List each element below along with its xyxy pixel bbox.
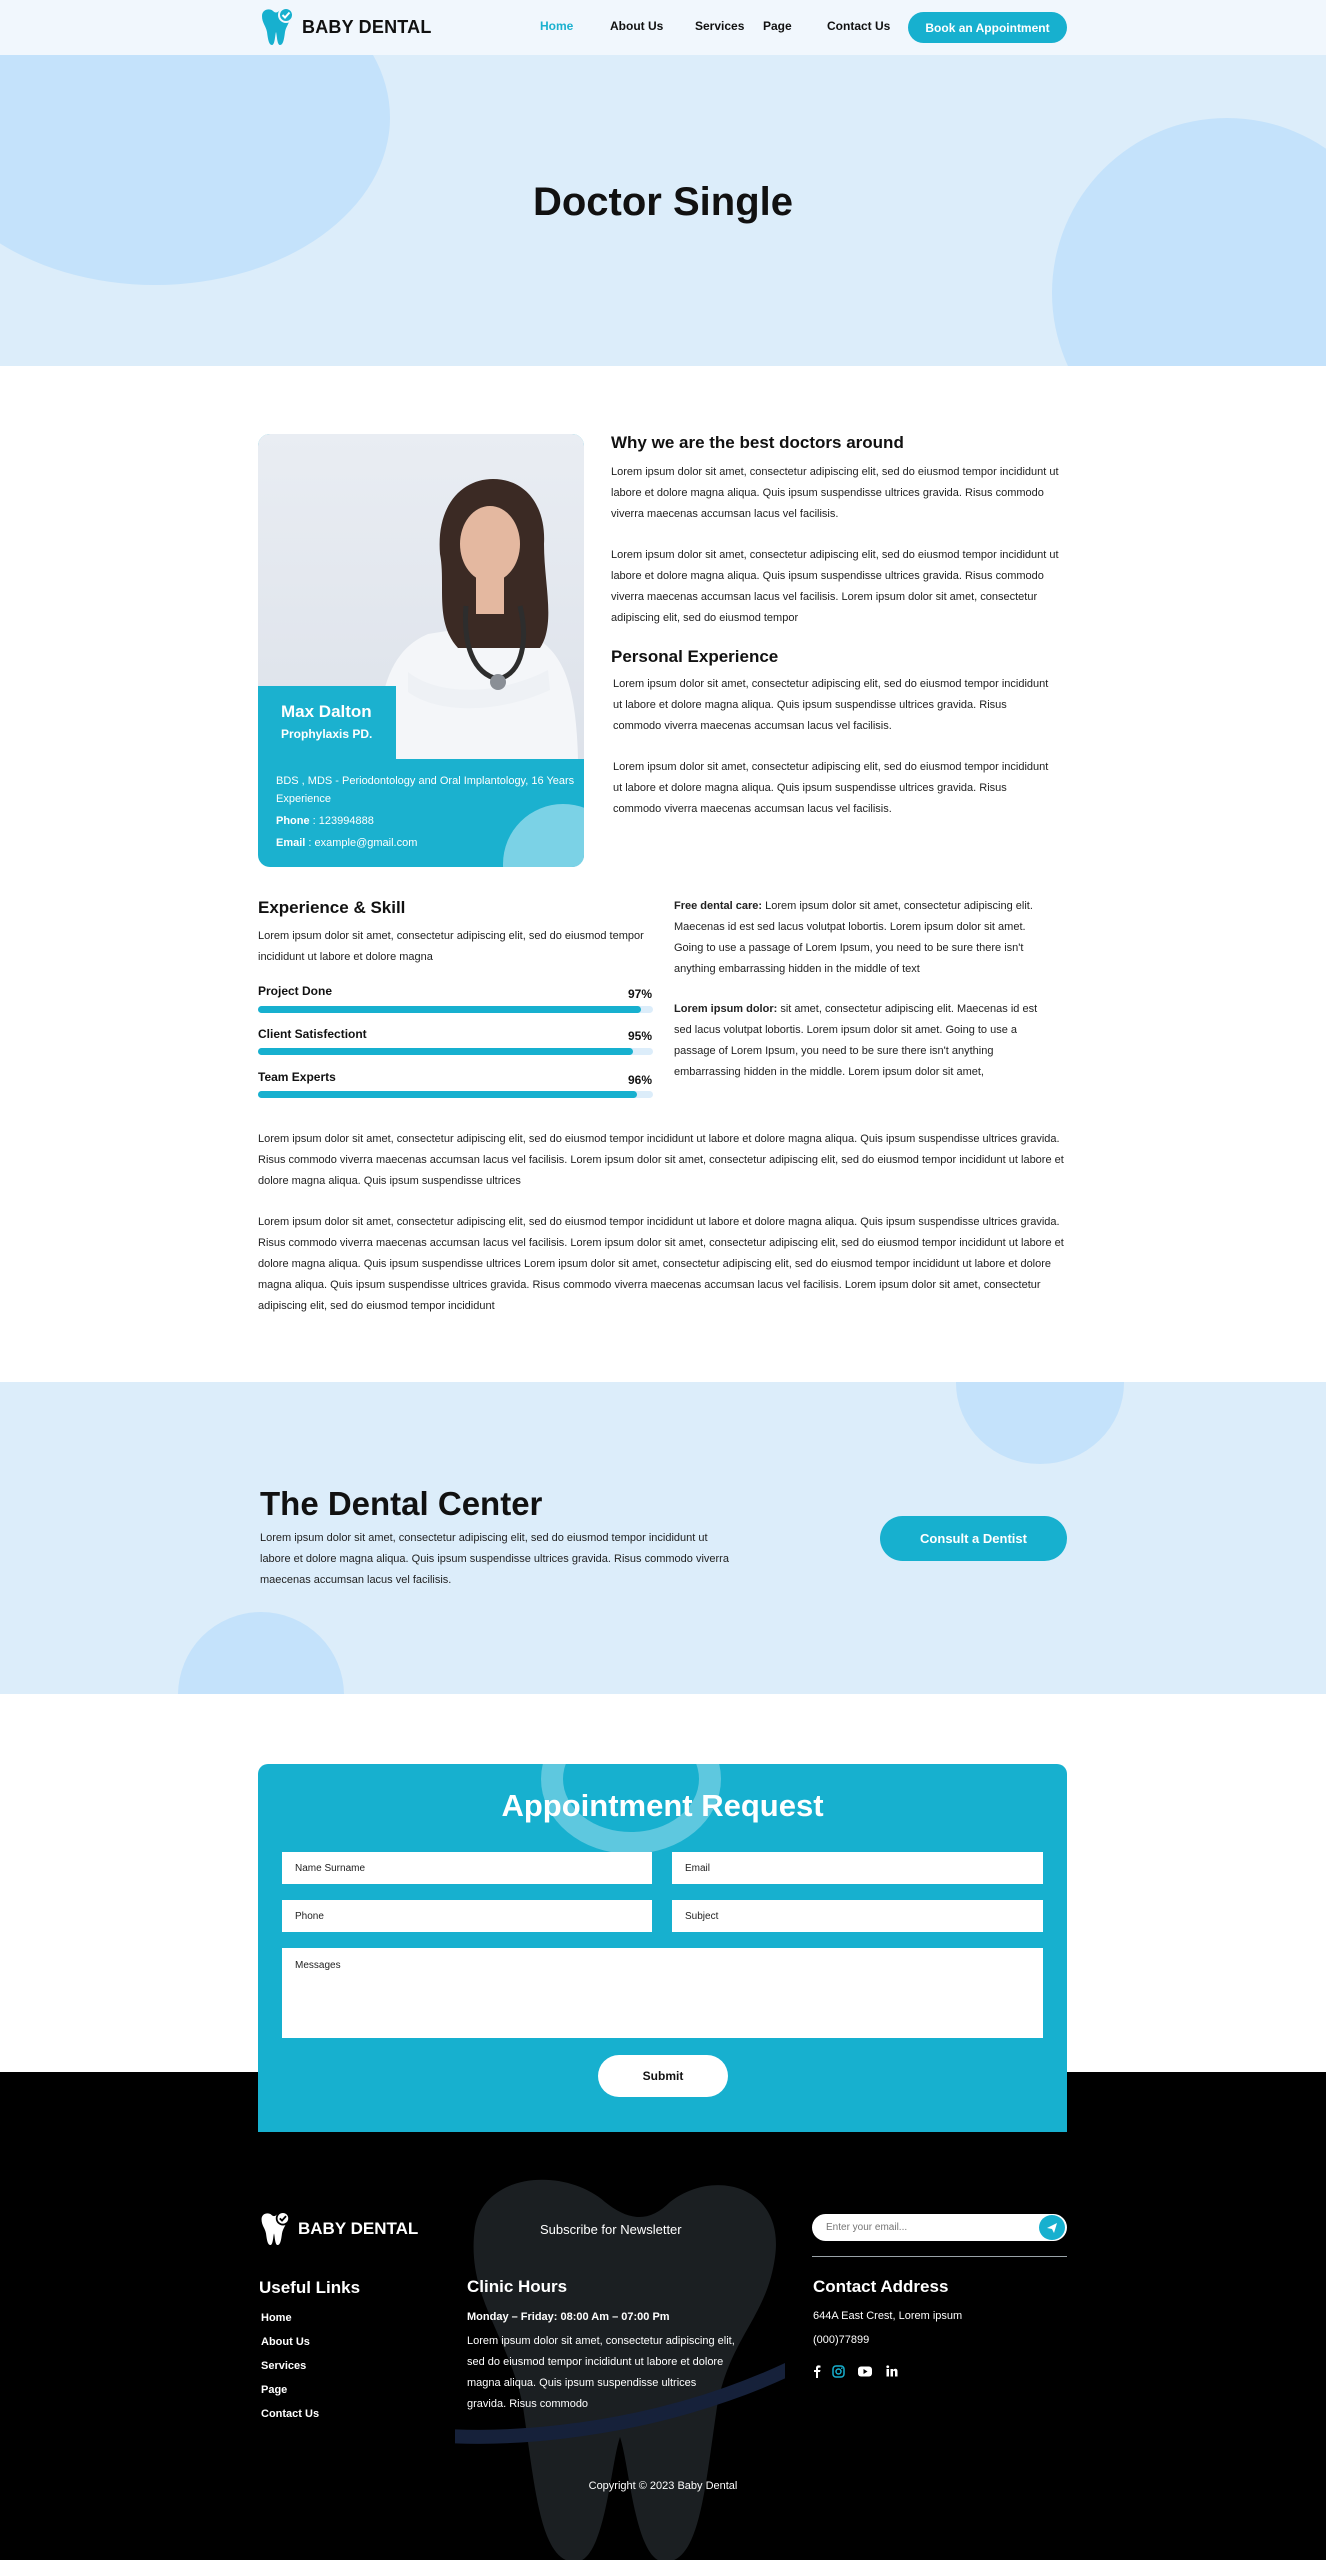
skills-intro: Lorem ipsum dolor sit amet, consectetur adipiscing elit, sed do eiusmod tempor incididunt ut labore et dolore magna [258,930,644,963]
tooth-logo-icon [258,2211,290,2247]
messages-textarea[interactable] [282,1948,1043,2038]
page-title: Doctor Single [532,180,794,224]
brand-name: BABY DENTAL [302,16,432,37]
skill-progress-bar [258,1006,653,1013]
skill-progress-fill [258,1006,641,1013]
footer-link-contact[interactable]: Contact Us [261,2408,320,2420]
clinic-hours: Monday – Friday: 08:00 Am – 07:00 Pm [467,2311,670,2323]
instagram-icon[interactable] [831,2364,845,2378]
nav-contact[interactable]: Contact Us [827,19,891,33]
facebook-icon[interactable] [810,2364,824,2378]
skill-progress-bar [258,1091,653,1098]
lorem-care-paragraph [674,999,1054,1083]
decorative-circle [1052,118,1326,366]
footer-brand-logo[interactable] [258,2211,418,2247]
brand-logo[interactable] [258,8,432,46]
skill-progress-bar [258,1048,653,1055]
email-label: Email [276,837,306,849]
copyright: Copyright © 2023 Baby Dental [588,2480,738,2492]
useful-links-heading: Useful Links [259,2278,361,2297]
doctor-name: Max Dalton [281,702,372,721]
footer-link-services[interactable]: Services [261,2360,307,2372]
nav-home[interactable]: Home [540,19,574,33]
why-heading: Why we are the best doctors around [611,433,904,452]
decorative-circle [0,55,390,285]
footer-brand-name: BABY DENTAL [298,2219,419,2238]
doctor-degrees: BDS , MDS - Periodontology and Oral Implantology, 16 Years Experience [276,775,575,805]
doctor-card [258,434,584,867]
skill-label: Project Done [258,984,333,998]
doctor-info [276,772,576,856]
personal-paragraph-1: Lorem ipsum dolor sit amet, consectetur adipiscing elit, sed do eiusmod tempor incididunt ut labore et dolore magna aliqua. Quis ipsum suspendisse ultrices gravida. Risus commodo viverra maecenas accumsan lacus vel facilisis. [613,678,1049,732]
dental-center-text: Lorem ipsum dolor sit amet, consectetur adipiscing elit, sed do eiusmod tempor incididunt ut labore et dolore magna aliqua. Quis ipsum suspendisse ultrices gravida. Risus commodo viverra maecenas accumsan lacus vel facilisis. [260,1532,729,1586]
submit-button[interactable]: Submit [598,2055,728,2097]
phone-value: : 123994888 [309,815,374,827]
skill-progress-fill [258,1091,637,1098]
skills-heading: Experience & Skill [258,898,406,917]
newsletter-send-button[interactable] [1039,2215,1065,2240]
skill-percent: 97% [627,987,652,1001]
appointment-title: Appointment Request [501,1788,824,1823]
skill-progress-fill [258,1048,633,1055]
skill-label: Client Satisfectiont [258,1027,367,1041]
free-care-paragraph [674,896,1054,980]
decorative-circle [178,1612,344,1694]
body-paragraph-1: Lorem ipsum dolor sit amet, consectetur adipiscing elit, sed do eiusmod tempor incididunt ut labore et dolore magna aliqua. Quis ipsum suspendisse ultrices gravida. Risus commodo viverra maecenas accumsan lacus vel facilisis. Lorem ipsum dolor sit amet, consectetur adipiscing elit, sed do eiusmod tempor incididunt ut labore et dolore magna aliqua. Quis ipsum suspendisse ultrices [258,1133,1064,1187]
email-value[interactable]: : example@gmail.com [305,837,418,849]
lorem-care-text: sit amet, consectetur adipiscing elit. Maecenas id est sed lacus volutpat lobortis. Lorem ipsum dolor sit amet. Going to use a passage of Lorem Ipsum, you need to be sure there isn't anything embarrassing hidden in the middle. Lorem ipsum dolor sit amet, [674,1003,1038,1078]
skill-percent: 95% [627,1029,652,1043]
doctor-role: Prophylaxis PD. [281,727,373,741]
footer-link-about[interactable]: About Us [261,2336,310,2348]
tooth-logo-icon [258,8,294,46]
free-care-text: Lorem ipsum dolor sit amet, consectetur adipiscing elit. Maecenas id est sed lacus volutpat lobortis. Lorem ipsum dolor sit amet. Going to use a passage of Lorem Ipsum, you need to be sure there isn't anything embarrassing hidden in the middle of text [674,900,1033,975]
contact-phone: (000)77899 [813,2334,870,2346]
skill-label: Team Experts [258,1070,336,1084]
page-hero [0,55,1326,366]
subject-input[interactable] [672,1900,1043,1932]
doctor-phone [276,812,576,830]
personal-heading: Personal Experience [611,647,779,666]
doctor-name-box [258,686,396,759]
dental-center-banner [0,1382,1326,1694]
newsletter-email-input[interactable] [812,2214,1067,2241]
decorative-circle [956,1382,1124,1464]
phone-label: Phone [276,815,310,827]
contact-address: 644A East Crest, Lorem ipsum [813,2310,963,2322]
clinic-text: Lorem ipsum dolor sit amet, consectetur adipiscing elit, sed do eiusmod tempor incididunt ut labore et dolore magna aliqua. Quis ipsum suspendisse ultrices gravida. Risus commodo [467,2335,735,2410]
why-paragraph-2: Lorem ipsum dolor sit amet, consectetur adipiscing elit, sed do eiusmod tempor incididunt ut labore et dolore magna aliqua. Quis ipsum suspendisse ultrices gravida. Risus commodo viverra maecenas accumsan lacus vel facilisis. Lorem ipsum dolor sit amet, consectetur adipiscing elit, sed do eiusmod tempor [611,549,1059,624]
youtube-icon[interactable] [858,2364,872,2378]
clinic-hours-heading: Clinic Hours [467,2277,568,2296]
consult-dentist-button[interactable]: Consult a Dentist [880,1516,1067,1561]
personal-paragraph-2: Lorem ipsum dolor sit amet, consectetur adipiscing elit, sed do eiusmod tempor incididunt ut labore et dolore magna aliqua. Quis ipsum suspendisse ultrices gravida. Risus commodo viverra maecenas accumsan lacus vel facilisis. [613,761,1049,815]
book-appointment-button[interactable]: Book an Appointment [908,12,1067,43]
lorem-care-label: Lorem ipsum dolor: [674,1003,778,1015]
dental-center-title: The Dental Center [260,1485,543,1522]
newsletter-divider [812,2256,1067,2257]
email-input[interactable] [672,1852,1043,1884]
linkedin-icon[interactable] [885,2364,899,2378]
name-input[interactable] [282,1852,652,1884]
footer-link-home[interactable]: Home [261,2312,292,2324]
contact-address-heading: Contact Address [813,2277,949,2296]
appointment-form [258,1764,1067,2132]
doctor-email [276,834,576,852]
newsletter-label: Subscribe for Newsletter [540,2222,682,2237]
nav-services[interactable]: Services [695,19,745,33]
nav-page[interactable]: Page [763,19,792,33]
nav-about[interactable]: About Us [610,19,664,33]
footer-link-page[interactable]: Page [261,2384,288,2396]
send-icon [1046,2222,1058,2234]
body-paragraph-2: Lorem ipsum dolor sit amet, consectetur adipiscing elit, sed do eiusmod tempor incididunt ut labore et dolore magna aliqua. Quis ipsum suspendisse ultrices gravida. Risus commodo viverra maecenas accumsan lacus vel facilisis. Lorem ipsum dolor sit amet, consectetur adipiscing elit, sed do eiusmod tempor incididunt ut labore et dolore magna aliqua. Quis ipsum suspendisse ultrices Lorem ipsum dolor sit amet, consectetur adipiscing elit, sed do eiusmod tempor incididunt ut labore et dolore magna aliqua. Quis ipsum suspendisse ultrices gravida. Risus commodo viverra maecenas accumsan lacus vel facilisis. Lorem ipsum dolor sit amet, consectetur adipiscing elit, sed do eiusmod tempor incididunt [258,1216,1064,1312]
site-header [0,0,1326,55]
free-care-label: Free dental care: [674,900,763,912]
skill-percent: 96% [627,1073,652,1087]
phone-input[interactable] [282,1900,652,1932]
why-paragraph-1: Lorem ipsum dolor sit amet, consectetur adipiscing elit, sed do eiusmod tempor incididunt ut labore et dolore magna aliqua. Quis ipsum suspendisse ultrices gravida. Risus commodo viverra maecenas accumsan lacus vel facilisis. [611,466,1059,520]
